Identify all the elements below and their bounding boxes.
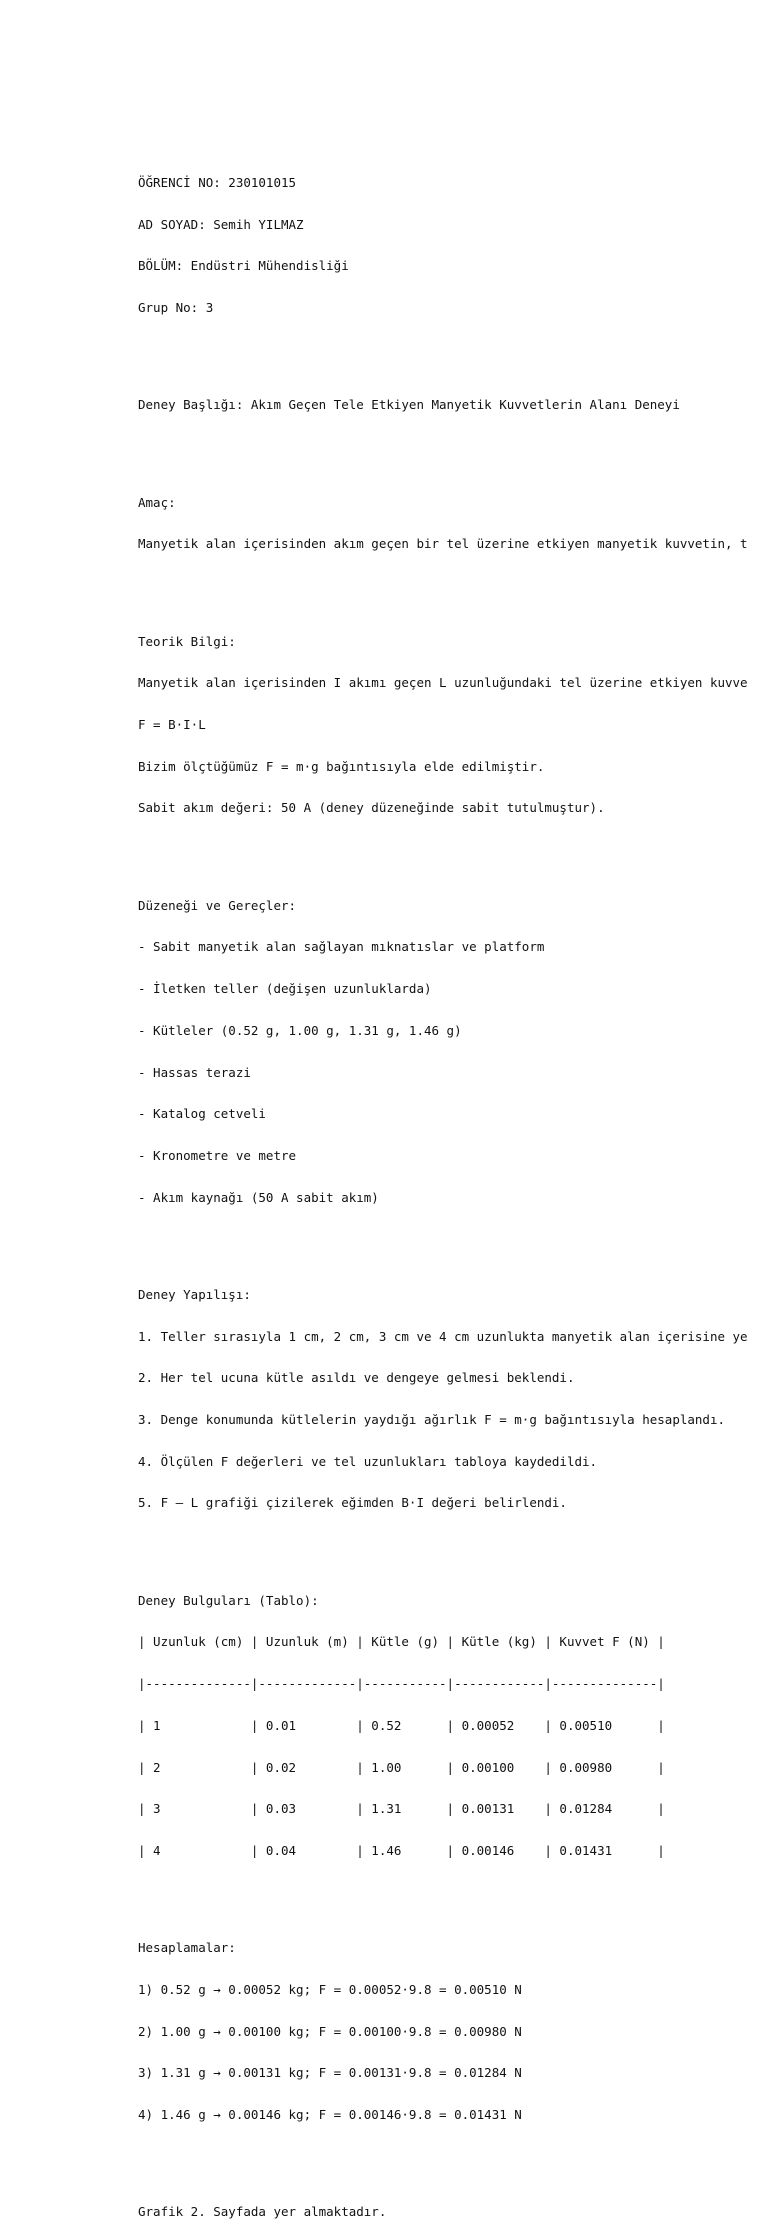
- student-group: Grup No: 3: [138, 299, 214, 315]
- procedure-step: 1. Teller sırasıyla 1 cm, 2 cm, 3 cm ve 4 cm uzunlukta manyetik alan içerisine ye: [138, 1328, 748, 1344]
- procedure-step: 3. Denge konumunda kütlelerin yaydığı ağırlık F = m·g bağıntısıyla hesaplandı.: [138, 1412, 725, 1428]
- spacer: [138, 440, 748, 454]
- equipment-item: - Sabit manyetik alan sağlayan mıknatıslar ve platform: [138, 939, 545, 955]
- equipment-item: - Hassas terazi: [138, 1064, 251, 1080]
- calculation-line: 1) 0.52 g → 0.00052 kg; F = 0.00052·9.8 = 0.00510 N: [138, 1981, 522, 1997]
- aim-heading: Amaç:: [138, 494, 176, 510]
- equipment-item: - Akım kaynağı (50 A sabit akım): [138, 1189, 379, 1205]
- equipment-heading: Düzeneği ve Gereçler:: [138, 897, 297, 913]
- experiment-title: Deney Başlığı: Akım Geçen Tele Etkiyen Manyetik Kuvvetlerin Alanı Deneyi: [138, 397, 680, 413]
- table-header-row: | Uzunluk (cm) | Uzunluk (m) | Kütle (g) | Kütle (kg) | Kuvvet F (N) |: [138, 1634, 665, 1650]
- theory-line: F = B·I·L: [138, 716, 206, 732]
- spacer: [138, 1232, 748, 1246]
- table-row: | 4 | 0.04 | 1.46 | 0.00146 | 0.01431 |: [138, 1842, 665, 1858]
- calculation-line: 3) 1.31 g → 0.00131 kg; F = 0.00131·9.8 = 0.01284 N: [138, 2065, 522, 2081]
- student-number: ÖĞRENCİ NO: 230101015: [138, 174, 297, 190]
- calculations-heading: Hesaplamalar:: [138, 1940, 236, 1956]
- spacer: [138, 843, 748, 857]
- graph-note: Grafik 2. Sayfada yer almaktadır.: [138, 2204, 387, 2220]
- table-row: | 2 | 0.02 | 1.00 | 0.00100 | 0.00980 |: [138, 1759, 665, 1775]
- spacer: [138, 579, 748, 593]
- aim-text: Manyetik alan içerisinden akım geçen bir tel üzerine etkiyen manyetik kuvvetin, t: [138, 536, 748, 552]
- spacer: [138, 1538, 748, 1552]
- theory-line: Manyetik alan içerisinden I akımı geçen L uzunluğundaki tel üzerine etkiyen kuvve: [138, 675, 748, 691]
- equipment-item: - Kütleler (0.52 g, 1.00 g, 1.31 g, 1.46 g): [138, 1022, 462, 1038]
- procedure-step: 4. Ölçülen F değerleri ve tel uzunlukları tabloya kaydedildi.: [138, 1453, 598, 1469]
- procedure-heading: Deney Yapılışı:: [138, 1286, 251, 1302]
- spacer: [138, 2150, 748, 2164]
- student-name: AD SOYAD: Semih YILMAZ: [138, 216, 304, 232]
- spacer: [138, 1886, 748, 1900]
- calculation-line: 2) 1.00 g → 0.00100 kg; F = 0.00100·9.8 = 0.00980 N: [138, 2023, 522, 2039]
- calculation-line: 4) 1.46 g → 0.00146 kg; F = 0.00146·9.8 = 0.01431 N: [138, 2107, 522, 2123]
- table-row: | 1 | 0.01 | 0.52 | 0.00052 | 0.00510 |: [138, 1717, 665, 1733]
- results-heading: Deney Bulguları (Tablo):: [138, 1592, 319, 1608]
- equipment-item: - Katalog cetveli: [138, 1106, 266, 1122]
- procedure-step: 2. Her tel ucuna kütle asıldı ve dengeye gelmesi beklendi.: [138, 1370, 575, 1386]
- document-body: [138, 148, 748, 2233]
- theory-line: Bizim ölçtüğümüz F = m·g bağıntısıyla elde edilmiştir.: [138, 758, 545, 774]
- theory-line: Sabit akım değeri: 50 A (deney düzeneğinde sabit tutulmuştur).: [138, 800, 605, 816]
- spacer: [138, 343, 748, 357]
- table-row: | 3 | 0.03 | 1.31 | 0.00131 | 0.01284 |: [138, 1801, 665, 1817]
- table-separator-row: |--------------|-------------|-----------|------------|--------------|: [138, 1676, 665, 1692]
- procedure-step: 5. F – L grafiği çizilerek eğimden B·I değeri belirlendi.: [138, 1495, 567, 1511]
- equipment-item: - İletken teller (değişen uzunluklarda): [138, 981, 432, 997]
- student-department: BÖLÜM: Endüstri Mühendisliği: [138, 258, 349, 274]
- equipment-item: - Kronometre ve metre: [138, 1147, 297, 1163]
- theory-heading: Teorik Bilgi:: [138, 633, 236, 649]
